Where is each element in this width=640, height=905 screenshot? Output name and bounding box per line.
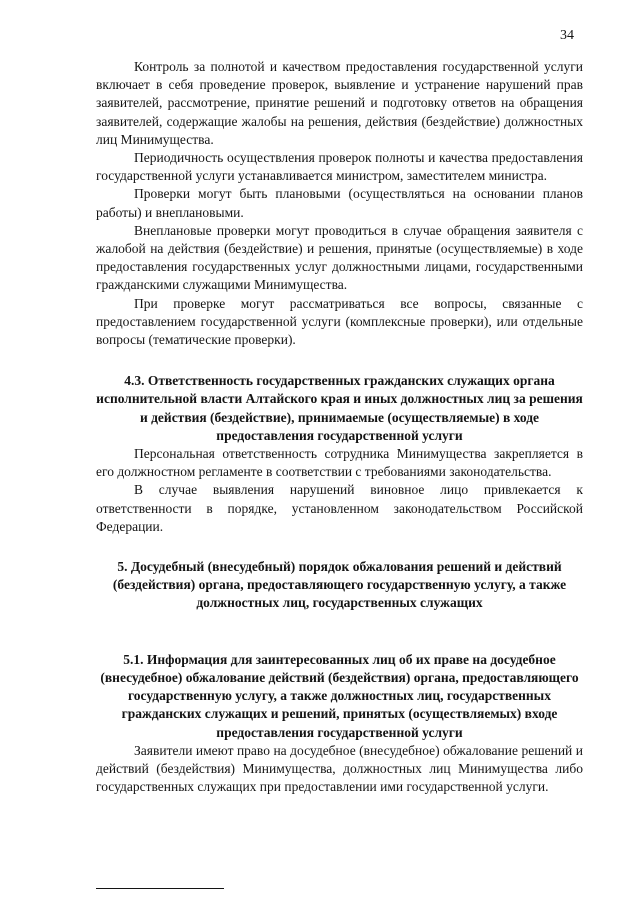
footnote-separator-line	[96, 888, 224, 889]
document-body	[96, 58, 583, 796]
paragraph-personal-responsibility: Персональная ответственность сотрудника Минимущества закрепляется в его должностном регламенте в соответствии с требованиями законодательства.	[96, 446, 583, 480]
section-heading-4-3: 4.3. Ответственность государственных гражданских служащих органа исполнительной власти Алтайского края и иных должностных лиц за решения и действия (бездействие), принимаемые (осуществляемые) в ходе предоставления государственной услуги	[96, 373, 583, 443]
paragraph-unscheduled-inspections: Внеплановые проверки могут проводиться в случае обращения заявителя с жалобой на действия (бездействие) и решения, принятые (осуществляемые) в ходе предоставления государственных услуг должностными лицами, государственными гражданскими служащими Минимущества.	[96, 222, 583, 293]
paragraph-inspection-frequency: Периодичность осуществления проверок полноты и качества предоставления государственной услуги устанавливается министром, заместителем министра.	[96, 150, 583, 184]
paragraph-control-scope: Контроль за полнотой и качеством предоставления государственной услуги включает в себя проведение проверок, выявление и устранение нарушений прав заявителей, рассмотрение, принятие решений и подготовку ответов на обращения заявителей, содержащие жалобы на решения, действия (бездействие) должностных лиц Минимущества.	[96, 59, 583, 147]
section-heading-5-1: 5.1. Информация для заинтересованных лиц об их праве на досудебное (внесудебное) обжалование действий (бездействия) органа, предоставляющего государственную услугу, а также должностных лиц, государственных гражданских служащих и решений, принятых (осуществляемых) входе предоставления государственной услуги	[100, 651, 579, 740]
page-number: 34	[560, 28, 574, 43]
paragraph-inspection-scope: При проверке могут рассматриваться все вопросы, связанные с предоставлением государственной услуги (комплексные проверки), или отдельные вопросы (тематические проверки).	[96, 295, 583, 348]
paragraph-violations-liability: В случае выявления нарушений виновное лицо привлекается к ответственности в порядке, установленном законодательством Российской Федерации.	[96, 482, 583, 534]
paragraph-appeal-right: Заявители имеют право на досудебное (внесудебное) обжалование решений и действий (бездействия) Минимущества, должностных лиц Минимущества либо государственных служащих при предоставлении ими государственной услуги.	[96, 742, 583, 795]
paragraph-inspection-types: Проверки могут быть плановыми (осуществляться на основании планов работы) и внеплановыми.	[96, 186, 583, 220]
section-heading-5: 5. Досудебный (внесудебный) порядок обжалования решений и действий (бездействия) органа, предоставляющего государственную услугу, а также должностных лиц, государственных служащих	[112, 559, 567, 611]
